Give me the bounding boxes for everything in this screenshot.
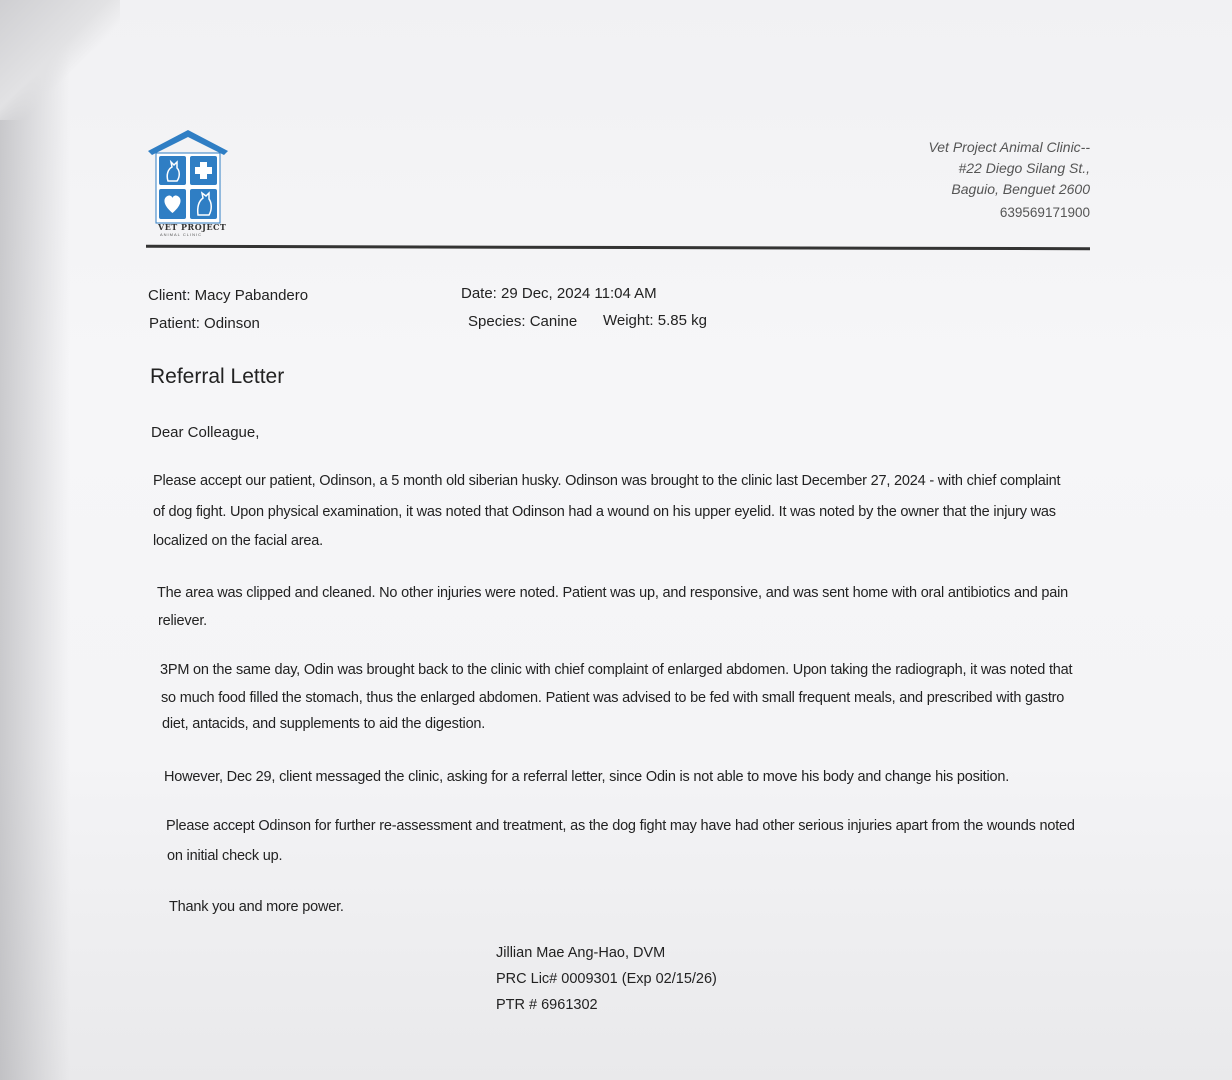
header-divider [146,245,1090,250]
signatory-name: Jillian Mae Ang-Hao, DVM [496,945,666,961]
paragraph-3-line-3: diet, antacids, and supplements to aid the digestion. [162,716,486,732]
paragraph-2-line-1: The area was clipped and cleaned. No other injuries were noted. Patient was up, and responsive, and was sent home with oral antibiotics and pain [157,585,1069,601]
client-name: Client: Macy Pabandero [148,287,309,304]
clinic-phone: 639569171900 [999,205,1090,220]
folded-corner [0,0,120,120]
logo-caption: VET PROJECT [158,222,227,232]
prc-license: PRC Lic# 0009301 (Exp 02/15/26) [496,971,717,987]
salutation: Dear Colleague, [151,424,260,441]
patient-name: Patient: Odinson [149,315,260,332]
ptr-number: PTR # 6961302 [496,997,598,1013]
clinic-address-line1: #22 Diego Silang St., [958,160,1090,176]
clinic-name: Vet Project Animal Clinic-- [928,139,1090,155]
visit-date: Date: 29 Dec, 2024 11:04 AM [461,285,657,302]
weight: Weight: 5.85 kg [603,312,707,329]
paragraph-2-line-2: reliever. [158,613,207,629]
letter-title: Referral Letter [150,365,285,388]
paragraph-3-line-2: so much food filled the stomach, thus the enlarged abdomen. Patient was advised to be fed with small frequent meals, and prescribed with gastro [161,690,1065,706]
species: Species: Canine [468,313,578,330]
paragraph-5-line-2: on initial check up. [167,848,283,864]
logo-subcaption: ANIMAL CLINIC [160,232,202,237]
paragraph-1-line-1: Please accept our patient, Odinson, a 5 month old siberian husky. Odinson was brought to the clinic last December 27, 2024 - with chief complaint [153,473,1061,489]
paragraph-3-line-1: 3PM on the same day, Odin was brought back to the clinic with chief complaint of enlarged abdomen. Upon taking the radiograph, it was noted that [160,662,1073,678]
clinic-address-block [928,137,1090,223]
paragraph-1-line-3: localized on the facial area. [153,533,323,549]
paragraph-1-line-2: of dog fight. Upon physical examination, it was noted that Odinson had a wound on his upper eyelid. It was noted by the owner that the injury was [153,504,1056,520]
paragraph-4-line-1: However, Dec 29, client messaged the clinic, asking for a referral letter, since Odin is not able to move his body and change his position. [164,769,1010,785]
paragraph-5-line-1: Please accept Odinson for further re-assessment and treatment, as the dog fight may have had other serious injuries apart from the wounds noted [166,818,1075,834]
clinic-address-line2: Baguio, Benguet 2600 [951,181,1090,197]
page-shadow [0,0,70,1080]
closing-line: Thank you and more power. [169,899,344,915]
